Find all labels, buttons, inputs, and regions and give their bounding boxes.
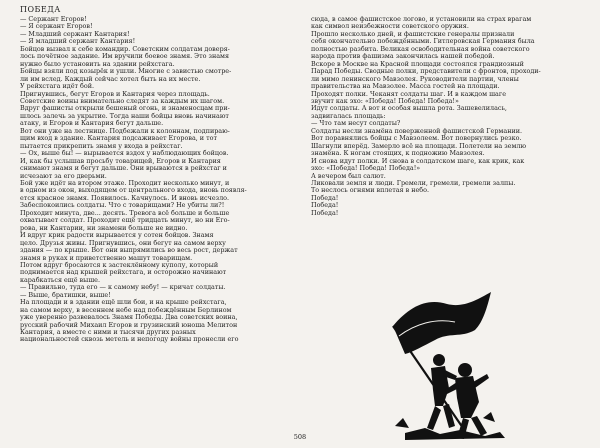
text-line: Победа! — [311, 208, 339, 217]
text-line: Шагнули вперёд. Замерло всё на площади. Полетели на землю — [311, 141, 527, 150]
text-line: эхо: «Победа! Победа! Победа!» — [311, 164, 421, 173]
text-line: атаку, и Егоров и Кантария бегут дальше. — [20, 119, 164, 128]
right-text-column — [311, 16, 587, 217]
text-line: Идут солдаты. А вот и особая вышла рота. Зашевелилась, — [311, 104, 507, 113]
text-line: Проходят полки. Чеканят солдаты шаг. И в каждом шаге — [311, 89, 506, 98]
text-line: — Сержант Егоров! — [20, 15, 87, 23]
text-line: сюда, в самое фашистское логово, и установили на страх врагам — [311, 15, 532, 23]
text-line: Вдруг фашисты открыли бешеный огонь, и знаменосцам при- — [20, 104, 230, 113]
text-line: — Я сержант Егоров! — [20, 22, 93, 31]
text-line: Вот поравнялись бойцы с Мавзолеем. Вот повернулись резко. — [311, 134, 522, 143]
text-line: Потом вдруг бросаются к застеклённому куполу, который — [20, 260, 219, 269]
page-header-title: ПОБЕДА — [20, 5, 61, 14]
text-line: Бойцы взяли под козырёк и ушли. Многие с завистью смотре- — [20, 67, 232, 76]
text-line: снимают знамя и бегут дальше. Они врываются в рейхстаг и — [20, 164, 227, 173]
text-line: знамёна. К ногам стоящих, к подножию Мавзолея. — [311, 149, 485, 158]
text-line: Проходит минута, две... десять. Тревога всё больше и больше — [20, 208, 230, 217]
text-line: То неслось огнями вплетая в небо. — [311, 186, 430, 195]
text-line: поднимается над крышей рейхстага, и осторожно начинают — [20, 268, 227, 277]
text-line: на самом верху, в весеннем небе над побеждённым Берлином — [20, 305, 232, 314]
text-line: лось почётное задание. Им вручили боевое знамя. Это знамя — [20, 52, 230, 61]
text-line: нужно было установить на здании рейхстага. — [20, 59, 175, 68]
soldiers-raising-banner-icon — [365, 278, 515, 443]
text-line: Пригнувшись, бегут Егоров и Кантария через площадь. — [20, 89, 210, 98]
text-line: карабкаться ещё выше. — [20, 275, 100, 284]
text-line: как символ неизбежности советского оружия. — [311, 22, 469, 31]
text-line: уже уверенно развевалось Знамя Победы. Два советских воина, — [20, 313, 238, 322]
text-line: На площади и в здании ещё шли бои, и на крыше рейхстага, — [20, 298, 227, 307]
text-line: цело. Друзья живы. Пригнувшись, они бегут на самом верху — [20, 238, 226, 247]
text-line: народа против фашизма закончилась нашей победой. — [311, 52, 495, 61]
text-line: — Ох, выше бы! — вырывается вздох у наблюдающих бойцов. — [20, 149, 229, 158]
text-line: И вдруг крик радости вырывается у сотен бойцов. Знамя — [20, 231, 214, 240]
text-line: И, как бы услышав просьбу товарищей, Егоров и Кантария — [20, 156, 221, 165]
text-line: И снова идут полки. И снова в солдатском шаге, как крик, как — [311, 156, 525, 165]
text-line: — Я младший сержант Кантария! — [20, 37, 136, 46]
text-line: ли им вслед. Каждый сейчас хотел быть на их месте. — [20, 74, 201, 83]
text-line: себя окончательно побеждёнными. Гитлеровская Германия была — [311, 37, 535, 46]
text-line: А вечером был салют. — [311, 171, 386, 180]
page-number: 508 — [293, 433, 307, 441]
text-line: ется красное знамя. Появилось. Качнулось. И вновь исчезло. — [20, 193, 230, 202]
text-line: Вот они уже на лестнице. Подбежали к колоннам, подпираю- — [20, 126, 230, 135]
text-line: — Правильно, туда его — к самому небу! — кричат солдаты. — [20, 283, 226, 292]
text-line: Кантария, а вместе с ними и тысячи других разных — [20, 328, 196, 337]
text-line: знамя в руках и приветственно машут товарищам. — [20, 253, 193, 262]
text-line: Победа! — [311, 201, 339, 210]
text-line: Парад Победы. Сводные полки, представители с фронтов, проходи- — [311, 67, 541, 76]
text-line: охватывает солдат. Проходит ещё тридцать минут, но ни Его- — [20, 216, 230, 225]
text-line: пытается прикрепить знамя у входа в рейхстаг. — [20, 141, 183, 150]
text-line: — Что там несут солдаты? — [311, 119, 401, 128]
text-line: Забеспокоились солдаты. Что с товарищами? Не убиты ли?! — [20, 201, 225, 210]
text-line: шлось залечь за укрытие. Тогда наши бойцы вновь начинают — [20, 111, 229, 120]
text-line: Победа! — [311, 193, 339, 202]
text-line: Бой уже идёт на втором этаже. Проходит несколько минут, и — [20, 178, 230, 187]
text-line: здания — по крыше. Вот они выпрямились во весь рост, держат — [20, 246, 238, 255]
text-line: в одном из окон, выходящем от центрального входа, вновь появля- — [20, 186, 247, 195]
left-text-column — [20, 16, 296, 344]
text-line: — Выше, братишки, выше! — [20, 290, 111, 299]
text-line: национальностей сквозь метель и непогоду войны пронесли его — [20, 335, 239, 344]
text-line: Солдаты несли знамёна поверженной фашистской Германии. — [311, 126, 523, 135]
text-line: задвигалась площадь: — [311, 111, 386, 120]
text-line: Советские воины внимательно следят за каждым их шагом. — [20, 96, 225, 105]
text-line: исчезают за его дверьми. — [20, 171, 107, 180]
text-line: русский рабочий Михаил Егоров и грузинский юноша Мелитон — [20, 320, 238, 329]
text-line: полностью разбита. Великая освободительная война советского — [311, 44, 530, 53]
text-line: У рейхстага идёт бой. — [20, 82, 95, 91]
text-line: Вскоре в Москве на Красной площади состоялся грандиозный — [311, 59, 524, 68]
text-line: ли мимо ленинского Мавзолея. Руководители партии, члены — [311, 74, 519, 83]
text-line: — Младший сержант Кантария! — [20, 29, 130, 38]
text-line: щим вход в здание. Кантария подсаживает Егорова, и тот — [20, 134, 218, 143]
text-line: Бойцов вызвал к себе командир. Советским солдатам доверя- — [20, 44, 230, 53]
text-line: Прошло несколько дней, и фашистские генералы признали — [311, 29, 515, 38]
text-line: звучит как эхо: «Победа! Победа! Победа!» — [311, 96, 459, 105]
text-line: рова, ни Кантарии, ни знамени больше не видно. — [20, 223, 188, 232]
text-line: правительства на Мавзолее. Масса гостей на площади. — [311, 82, 500, 91]
text-line: Ликовали земля и люди. Гремели, гремели, гремели залпы. — [311, 178, 516, 187]
